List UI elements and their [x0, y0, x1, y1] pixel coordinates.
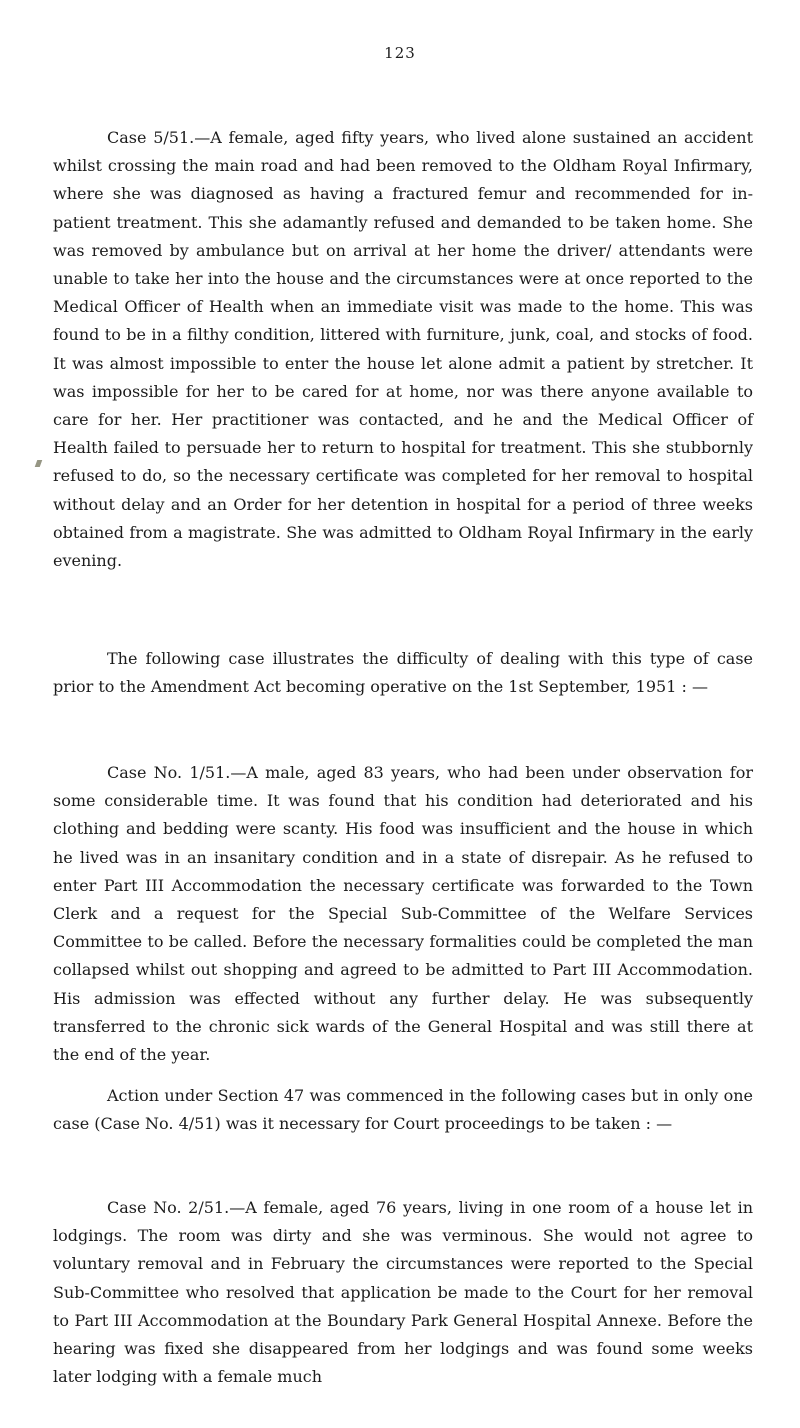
margin-ink-mark: [35, 460, 43, 467]
page-number: 123: [384, 44, 416, 62]
paragraph-case-1-51: [53, 759, 753, 1069]
case-label: Case No. 1/51.: [107, 763, 231, 782]
paragraph-body: —A male, aged 83 years, who had been under observation for some considerable time. It was found that his condition had deteriorated and his clothing and bedding were scanty. His food was insufficient and the house in which he lived was in an insanitary condition and in a state of disrepair. As he refused to enter Part III Accommodation the necessary certificate was forwarded to the Town Clerk and a request for the Special Sub-Committee of the Welfare Services Committee to be called. Before the necessary formalities could be completed the man collapsed whilst out shopping and agreed to be admitted to Part III Accommodation. His admission was effected without any further delay. He was subsequently transferred to the chronic sick wards of the General Hospital and was still there at the end of the year.: [53, 763, 753, 1065]
paragraph-body: The following case illustrates the difficulty of dealing with this type of case prior to the Amendment Act becoming operative on the 1st September, 1951 : —: [53, 649, 753, 697]
paragraph-case-5-51: [53, 124, 753, 575]
case-label: Case No. 2/51.: [107, 1198, 230, 1217]
paragraph-body: —A female, aged 76 years, living in one room of a house let in lodgings. The room was dirty and she was verminous. She would not agree to voluntary removal and in February the circumstances were reported to the Special Sub-Committee who resolved that application be made to the Court for her removal to Part III Accommodation at the Boundary Park General Hospital Annexe. Before the hearing was fixed she disappeared from her lodgings and was found some weeks later lodging with a female much: [53, 1198, 754, 1387]
case-label: Case 5/51.: [107, 128, 195, 147]
paragraph-body: Action under Section 47 was commenced in the following cases but in only one case (Case No. 4/51) was it necessary for Court proceedings to be taken : —: [53, 1086, 753, 1134]
paragraph-section-47: [53, 1082, 753, 1138]
paragraph-intro-difficulty: [53, 645, 753, 701]
paragraph-body: —A female, aged fifty years, who lived alone sustained an accident whilst crossing the main road and had been removed to the Oldham Royal Infirmary, where she was diagnosed as having a fractured femur and recommended for in-patient treatment. This she adamantly refused and demanded to be taken home. She was removed by ambulance but on arrival at her home the driver/ attendants were unable to take her into the house and the circumstances were at once reported to the Medical Officer of Health when an immediate visit was made to the home. This was found to be in a filthy condition, littered with furniture, junk, coal, and stocks of food. It was almost impossible to enter the house let alone admit a patient by stretcher. It was impossible for her to be cared for at home, nor was there anyone available to care for her. Her practitioner was contacted, and he and the Medical Officer of Health failed to persuade her to return to hospital for treatment. This she stubbornly refused to do, so the necessary certificate was completed for her removal to hospital without delay and an Order for her detention in hospital for a period of three weeks obtained from a magistrate. She was admitted to Oldham Royal Infirmary in the early evening.: [53, 128, 754, 571]
paragraph-case-2-51: [53, 1194, 753, 1391]
